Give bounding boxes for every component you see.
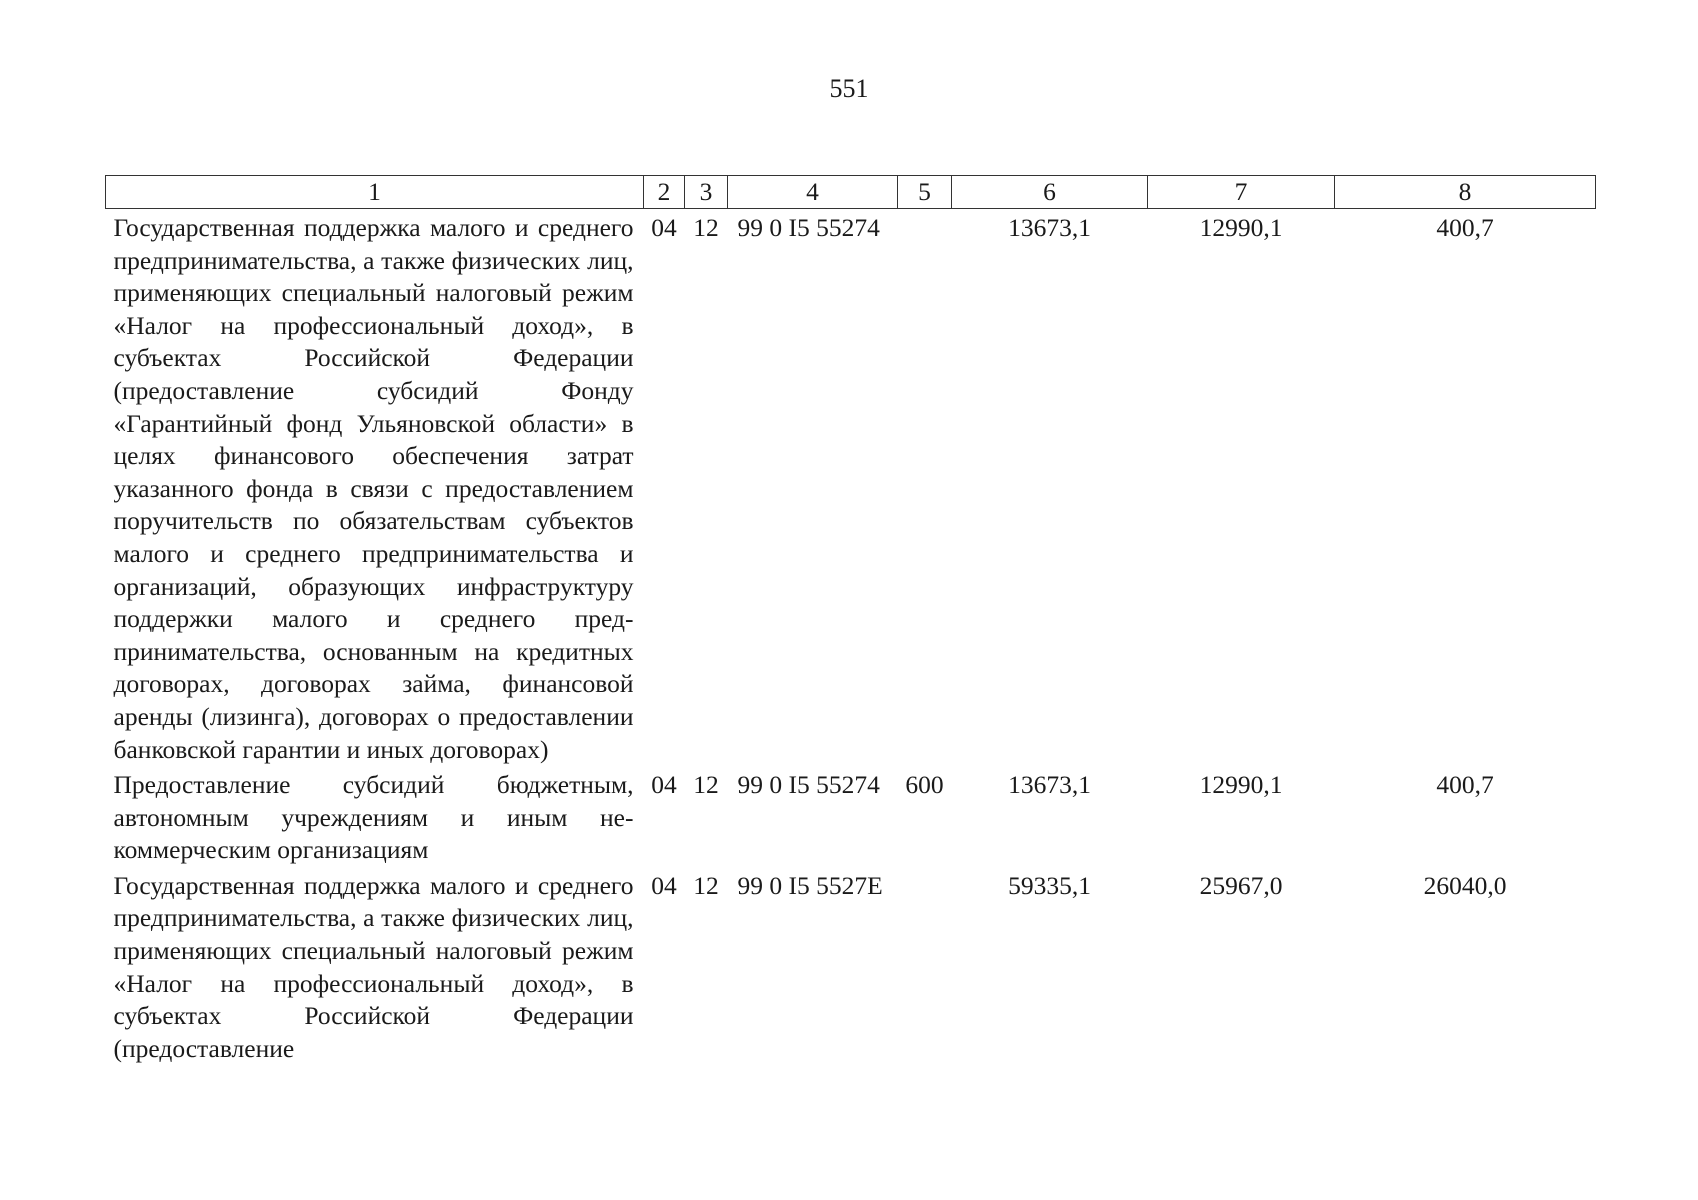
budget-table [105, 175, 1596, 1065]
row-subsection-code: 12 [693, 770, 719, 800]
table-body [106, 209, 1596, 1066]
column-header: 4 [728, 176, 898, 209]
row-section-code: 04 [651, 213, 677, 242]
row-target-article-code: 99 0 I5 55274 [737, 770, 880, 800]
row-name: Предоставление субсидий бюджетным, автономным учреждениям и иным некоммерческим организациям [113, 770, 634, 865]
row-name: Государственная поддержка малого и среднего предпринимательства, а также физических лиц, применяющих специальный налоговый режим «Налог на профессиональный доход», в субъектах Российской Федерации (предоставление [113, 870, 634, 1063]
column-header: 7 [1148, 176, 1335, 209]
row-target-article-code: 99 0 I5 55274 [737, 213, 880, 242]
row-subsection-code: 12 [693, 213, 719, 242]
table-row [106, 766, 1596, 867]
row-amount-col6: 13673,1 [1008, 770, 1091, 800]
row-subsection-code: 12 [693, 870, 719, 900]
table-header-row [106, 176, 1596, 209]
row-amount-col6: 59335,1 [1008, 870, 1091, 900]
row-amount-col7: 12990,1 [1199, 213, 1283, 242]
column-header: 1 [106, 176, 644, 209]
column-header: 3 [685, 176, 728, 209]
row-amount-col7: 25967,0 [1199, 870, 1283, 900]
column-header: 8 [1335, 176, 1596, 209]
column-header: 2 [644, 176, 685, 209]
row-amount-col8: 400,7 [1436, 213, 1494, 242]
row-amount-col8: 26040,0 [1423, 870, 1507, 900]
row-amount-col6: 13673,1 [1008, 213, 1091, 242]
page-number: 551 [829, 74, 869, 103]
row-section-code: 04 [651, 870, 677, 900]
row-amount-col8: 400,7 [1436, 770, 1494, 800]
row-expense-type-code: 600 [905, 770, 944, 800]
row-expense-type-code [898, 209, 952, 767]
row-name: Государственная поддержка малого и среднего предпринимательства, а также физических лиц, применяющих специальный налоговый режим «Налог на профессиональный доход», в субъектах Российской Федерации (предоставление субсидий Фонду «Гарантийный фонд Ульяновской области» в целях финансового обеспечения затрат указанного фонда в связи с предоставлением поручительств по обязательствам субъектов малого и среднего предпринимательства и организаций, образующих инфраструктуру поддержки малого и среднего предпринимательства, основанным на кредитных договорах, договорах займа, финансовой аренды (лизинга), договорах о предоставлении банковской гарантии и иных договорах) [113, 213, 634, 764]
row-amount-col7: 12990,1 [1199, 770, 1283, 800]
table-row [106, 867, 1596, 1066]
row-target-article-code: 99 0 I5 5527E [737, 870, 883, 900]
table-header [106, 176, 1596, 209]
row-expense-type-code [898, 867, 952, 1066]
table-row [106, 209, 1596, 767]
column-header: 5 [898, 176, 952, 209]
column-header: 6 [952, 176, 1148, 209]
row-section-code: 04 [651, 770, 677, 800]
